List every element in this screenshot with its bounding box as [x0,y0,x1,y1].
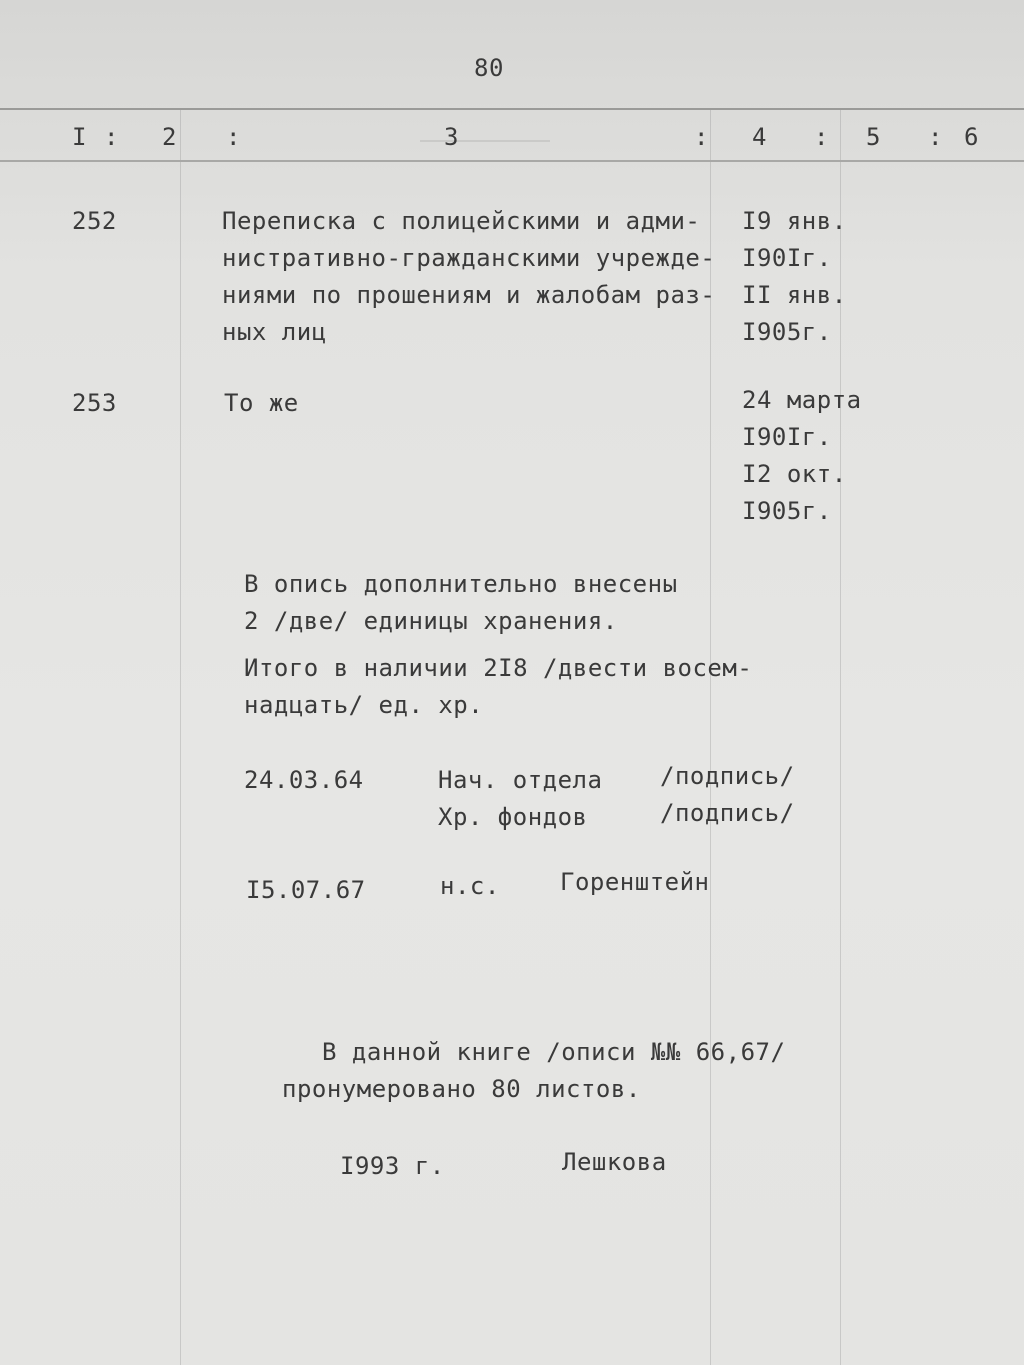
record-dates [742,203,847,351]
record-date-line: I90Iг. [742,423,832,451]
record-date-line: I2 окт. [742,460,847,488]
signature-positions [438,762,602,836]
record-date-line: I905г. [742,497,832,525]
note-line: 2 /две/ единицы хранения. [244,607,618,635]
header-rule-bottom [0,160,1024,162]
record-title-line: Переписка с полицейскими и адми- [222,207,701,235]
record-number: 253 [72,389,117,417]
signature-position: н.с. [440,872,500,900]
record-title-line: ных лиц [222,318,327,346]
bleed-through-mark [420,140,550,172]
column-header: 4 [752,123,767,151]
record-number: 252 [72,207,117,235]
record-title-line: ниями по прошениям и жалобам раз- [222,281,716,309]
header-rule-top [0,108,1024,110]
column-separator: : [814,123,829,151]
certification-line: пронумеровано 80 листов. [282,1075,641,1103]
signature-mark: Горенштейн [560,868,710,896]
certification-note [282,1034,785,1108]
record-dates [742,382,862,530]
record-date-line: I905г. [742,318,832,346]
signature-position: Нач. отдела [438,766,603,794]
record-title [222,203,715,351]
column-header: 3 [444,123,459,151]
signature-mark: /подпись/ [660,762,795,790]
record-title-line: То же [224,389,299,417]
total-line: надцать/ ед. хр. [244,691,484,719]
record-date-line: 24 марта [742,386,862,414]
signature-mark: /подпись/ [660,799,795,827]
signature-date: 24.03.64 [244,766,364,794]
column-header: I [72,123,87,151]
note-line: В опись дополнительно внесены [244,570,678,598]
signature-date: I5.07.67 [246,876,366,904]
record-date-line: I90Iг. [742,244,832,272]
column-separator: : [928,123,943,151]
signature-marks [660,758,795,832]
column-divider [180,110,181,1365]
certification-year: I993 г. [340,1152,445,1180]
certification-line: В данной книге /описи №№ 66,67/ [322,1038,786,1066]
column-separator: : [694,123,709,151]
column-separator: : [226,123,241,151]
total-summary [244,650,752,724]
record-date-line: I9 янв. [742,207,847,235]
certification-signer: Лешкова [562,1148,667,1176]
total-line: Итого в наличии 2I8 /двести восем- [244,654,753,682]
record-title-line: нистративно-гражданскими учрежде- [222,244,716,272]
record-title [224,385,299,422]
addition-note [244,566,678,640]
column-header: 6 [964,123,979,151]
column-header: 5 [866,123,881,151]
column-separator: : [104,123,119,151]
column-header: 2 [162,123,177,151]
signature-position: Хр. фондов [438,803,588,831]
record-date-line: II янв. [742,281,847,309]
page-number: 80 [474,54,504,82]
